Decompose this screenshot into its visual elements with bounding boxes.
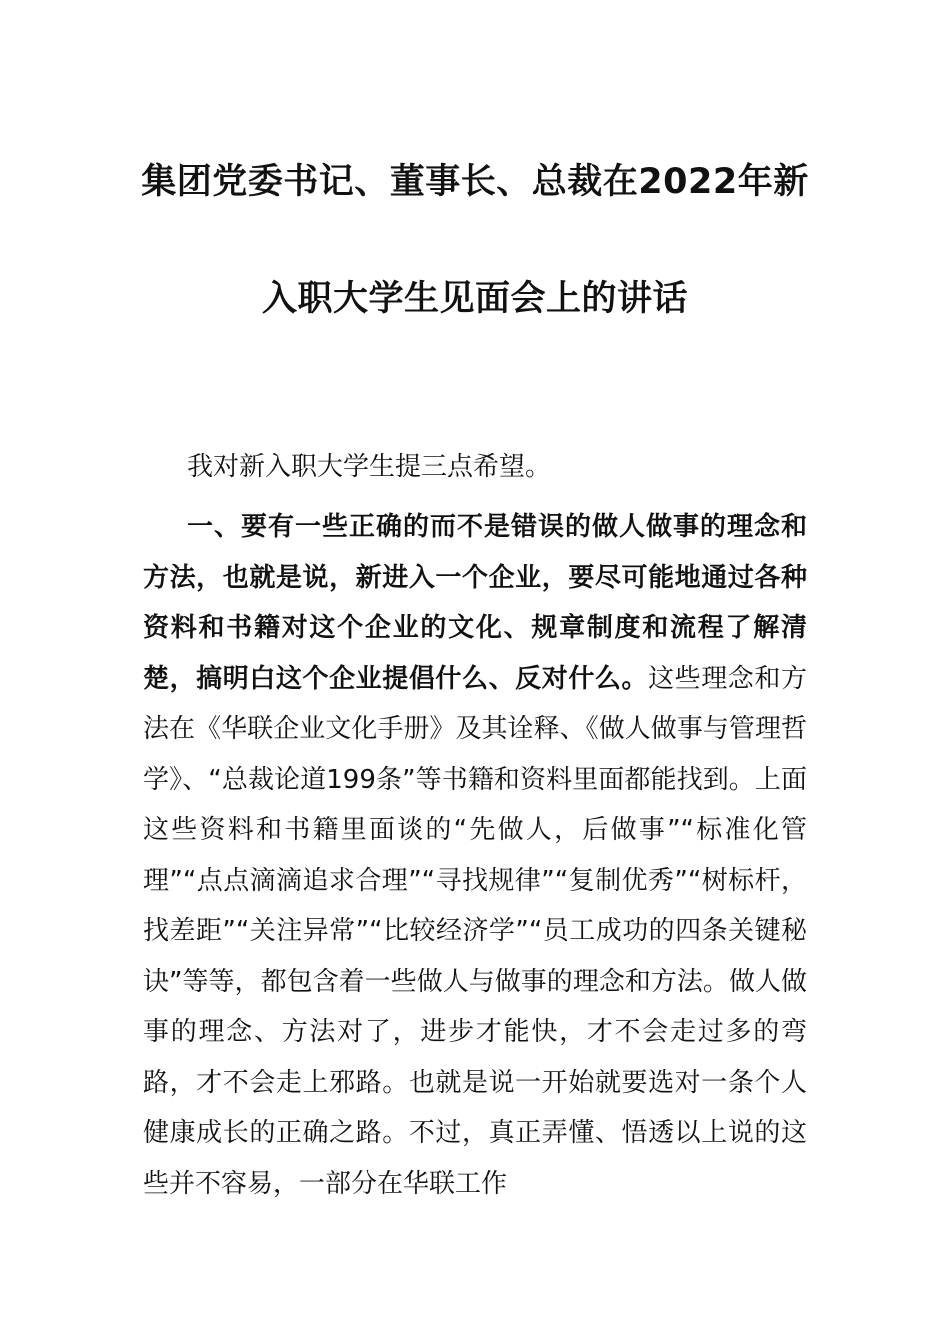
section-1-heading: 一、要有一些正确的而不是错误的做人做事的理念和方法，也就是说，新进入一个企业，要尽可能地通过各种资料和书籍对这个企业的文化、规章制度和流程了解清楚，搞明白这个企业提倡什么、反对什么。 [143,512,807,694]
section-1-paragraph [143,502,807,1209]
document-title-line-2: 入职大学生见面会上的讲话 [261,279,688,319]
section-1-body: 这些理念和方法在《华联企业文化手册》及其诠释、《做人做事与管理哲学》、“总裁论道199条”等书籍和资料里面都能找到。上面这些资料和书籍里面谈的“先做人，后做事”“标准化管理”“点点滴滴追求合理”“寻找规律”“复制优秀”“树标杆，找差距”“关注异常”“比较经济学”“员工成功的四条关键秘诀”等等，都包含着一些做人与做事的理念和方法。做人做事的理念、方法对了，进步才能快，才不会走过多的弯路，才不会走上邪路。也就是说一开始就要选对一条个人健康成长的正确之路。不过，真正弄懂、悟透以上说的这些并不容易，一部分在华联工作 [143,663,807,1199]
intro-paragraph: 我对新入职大学生提三点希望。 [187,452,552,482]
document-title-line-1: 集团党委书记、董事长、总裁在2022年新 [141,162,809,202]
